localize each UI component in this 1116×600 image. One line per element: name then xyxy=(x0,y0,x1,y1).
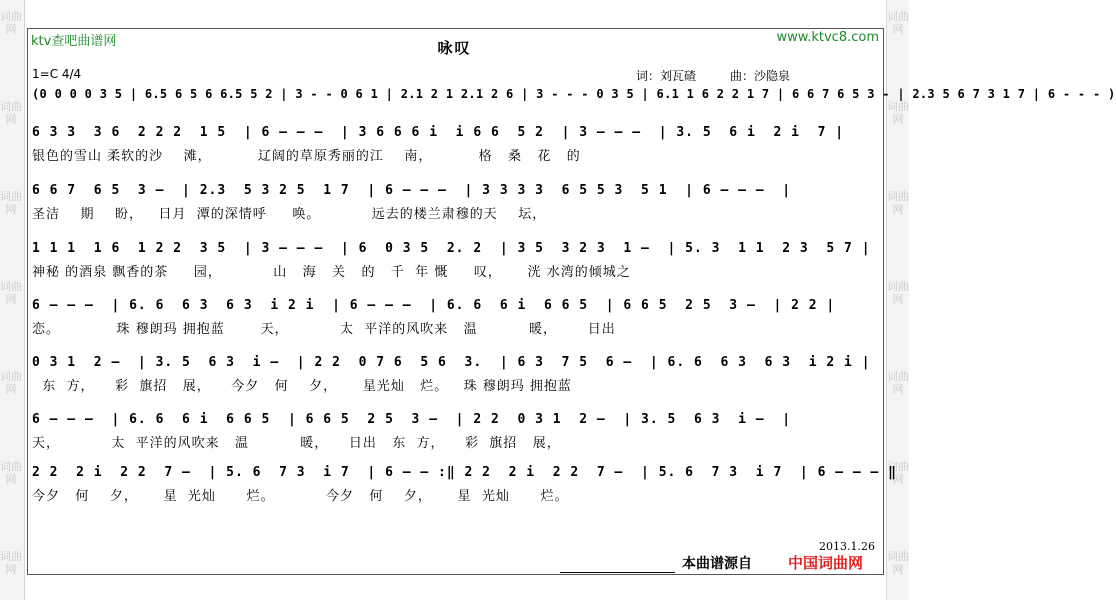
lyrics-line: 今夕 何 夕， 星 光灿 烂。 今夕 何 夕， 星 光灿 烂。 xyxy=(32,489,569,504)
date-stamp: 2013.1.26 xyxy=(819,540,875,553)
notation-line: 6 — — — | 6. 6 6 i 6 6 5 | 6 6 5 2 5 3 — | 2 2 0 3 1 2 — | 3. 5 6 3 i — | xyxy=(32,412,792,427)
watermark-text: 词曲网 xyxy=(0,190,22,216)
left-watermark-strip xyxy=(0,0,25,600)
watermark-text: 词曲网 xyxy=(887,460,909,486)
watermark-text: 词曲网 xyxy=(0,100,22,126)
notation-line: 2 2 2 i 2 2 7 — | 5. 6 7 3 i 7 | 6 — — :‖ 2 2 2 i 2 2 7 — | 5. 6 7 3 i 7 | 6 — — — ‖ xyxy=(32,465,898,480)
lyrics-line: 银色的雪山 柔软的沙 滩， 辽阔的草原秀丽的江 南， 格 桑 花 的 xyxy=(32,149,581,164)
lyrics-line: 神秘 的酒泉 飘香的茶 园， 山 海 关 的 千 年 慨 叹， 洸 水湾的倾城之 xyxy=(32,265,631,280)
watermark-text: 词曲网 xyxy=(887,550,909,576)
brand-link[interactable]: 中国词曲网 xyxy=(788,554,864,572)
key-signature: 1=C 4/4 xyxy=(32,67,82,81)
lyrics-line: 恋。 珠 穆朗玛 拥抱蓝 天， 太 平洋的风吹来 温 暖， 日出 xyxy=(32,322,616,337)
watermark-text: 词曲网 xyxy=(0,370,22,396)
watermark-text: 词曲网 xyxy=(887,100,909,126)
notation-line: 6 6 7 6 5 3 — | 2.3 5 3 2 5 1 7 | 6 — — — | 3 3 3 3 6 5 5 3 5 1 | 6 — — — | xyxy=(32,183,792,198)
lyrics-line: 天， 太 平洋的风吹来 温 暖， 日出 东 方， 彩 旗招 展， xyxy=(32,436,561,451)
lyrics-line: 东 方， 彩 旗招 展， 今夕 何 夕， 星光灿 烂。 珠 穆朗玛 拥抱蓝 xyxy=(32,379,572,394)
watermark-text: 词曲网 xyxy=(0,10,22,36)
watermark-text: 词曲网 xyxy=(887,190,909,216)
watermark-text: 词曲网 xyxy=(887,280,909,306)
watermark-text: 词曲网 xyxy=(0,280,22,306)
song-title: 咏叹 xyxy=(437,39,472,57)
source-label: 本曲谱源自 xyxy=(682,556,752,572)
site-url-right[interactable]: www.ktvc8.com xyxy=(776,30,879,45)
notation-line: 1 1 1 1 6 1 2 2 3 5 | 3 — — — | 6 0 3 5 2. 2 | 3 5 3 2 3 1 — | 5. 3 1 1 2 3 5 7 | xyxy=(32,241,871,256)
notation-line: 6 — — — | 6. 6 6 3 6 3 i 2 i | 6 — — — | 6. 6 6 i 6 6 5 | 6 6 5 2 5 3 — | 2 2 | xyxy=(32,298,836,313)
lyrics-line: 圣洁 期 盼， 日月 潭的深情呼 唤。 远去的楼兰肃穆的天 坛， xyxy=(32,207,547,222)
intro-notation: (0 0 0 0 3 5 | 6.5 6 5 6 6.5 5 2 | 3 - - 0 6 1 | 2.1 2 1 2.1 2 6 | 3 - - - 0 3 5 | 6.1 1 6 2 2 1 7 | 6 6 7 6 5 3 - | 2.3 5 6 7 3 1 7 | 6 - - - ) xyxy=(32,87,1116,101)
watermark-text: 词曲网 xyxy=(0,460,22,486)
watermark-text: 词曲网 xyxy=(0,550,22,576)
watermark-text: 词曲网 xyxy=(887,10,909,36)
site-name-left[interactable]: ktv查吧曲谱网 xyxy=(31,34,117,49)
lyricist-credit: 词：刘瓦碴 xyxy=(636,69,697,83)
notation-line: 0 3 1 2 — | 3. 5 6 3 i — | 2 2 0 7 6 5 6 3. | 6 3 7 5 6 — | 6. 6 6 3 6 3 i 2 i | xyxy=(32,355,871,370)
watermark-text: 词曲网 xyxy=(887,370,909,396)
composer-credit: 曲：沙隐泉 xyxy=(730,69,791,83)
source-underline xyxy=(560,572,675,573)
notation-line: 6 3 3 3 6 2 2 2 1 5 | 6 — — — | 3 6 6 6 i i 6 6 5 2 | 3 — — — | 3. 5 6 i 2 i 7 | xyxy=(32,125,845,140)
